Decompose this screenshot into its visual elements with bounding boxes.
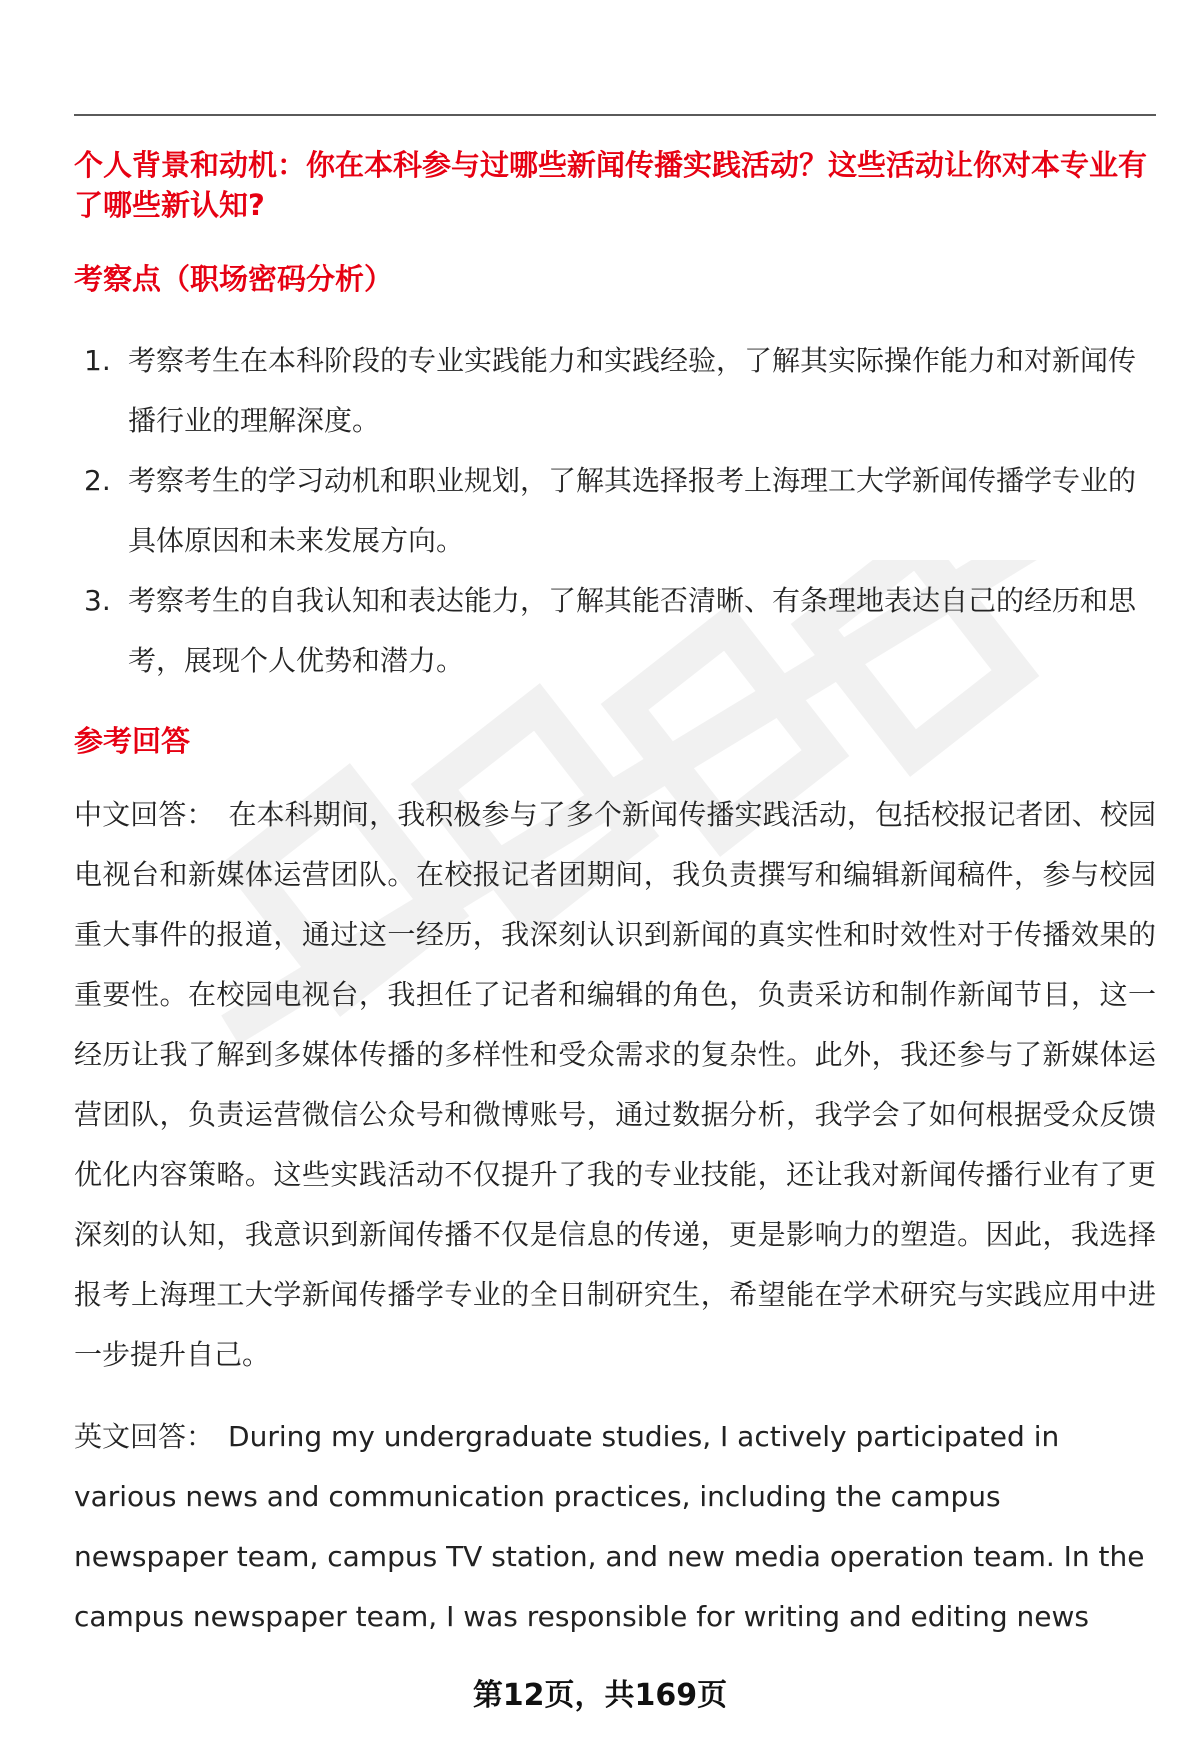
reference-answer-heading: 参考回答	[74, 724, 191, 758]
exam-points-list	[74, 331, 1156, 691]
chinese-answer-text: 在本科期间，我积极参与了多个新闻传播实践活动，包括校报记者团、校园电视台和新媒体运营团队。在校报记者团期间，我负责撰写和编辑新闻稿件，参与校园重大事件的报道，通过这一经历，我深刻认识到新闻的真实性和时效性对于传播效果的重要性。在校园电视台，我担任了记者和编辑的角色，负责采访和制作新闻节目，这一经历让我了解到多媒体传播的多样性和受众需求的复杂性。此外，我还参与了新媒体运营团队，负责运营微信公众号和微博账号，通过数据分析，我学会了如何根据受众反馈优化内容策略。这些实践活动不仅提升了我的专业技能，还让我对新闻传播行业有了更深刻的认知，我意识到新闻传播不仅是信息的传递，更是影响力的塑造。因此，我选择报考上海理工大学新闻传播学专业的全日制研究生，希望能在学术研究与实践应用中进一步提升自己。	[74, 798, 1156, 1371]
main-content	[74, 145, 1156, 1647]
list-item-number: 3.	[84, 584, 111, 617]
question-title: 个人背景和动机：你在本科参与过哪些新闻传播实践活动？这些活动让你对本专业有了哪些新认知?	[74, 148, 1148, 222]
page-number-footer: 第12页，共169页	[472, 1678, 728, 1713]
list-item	[74, 571, 1156, 691]
list-item	[74, 331, 1156, 451]
chinese-answer-paragraph	[74, 785, 1156, 1385]
english-answer-paragraph	[74, 1407, 1156, 1647]
list-item	[74, 451, 1156, 571]
header-rule	[74, 114, 1156, 116]
list-item-number: 2.	[84, 464, 111, 497]
list-item-text: 考察考生的学习动机和职业规划，了解其选择报考上海理工大学新闻传播学专业的具体原因和未来发展方向。	[128, 464, 1137, 557]
list-item-number: 1.	[84, 344, 111, 377]
english-answer-label: 英文回答：	[74, 1420, 215, 1453]
chinese-answer-label: 中文回答：	[74, 798, 215, 831]
exam-points-heading: 考察点（职场密码分析）	[74, 262, 394, 296]
list-item-text: 考察考生在本科阶段的专业实践能力和实践经验，了解其实际操作能力和对新闻传播行业的理解深度。	[128, 344, 1137, 437]
english-answer-text: During my undergraduate studies, I actively participated in various news and communication practices, including the campus newspaper team, campus TV station, and new media operation team. In the campus newspaper team, I was responsible for writing and editing news	[74, 1420, 1145, 1633]
list-item-text: 考察考生的自我认知和表达能力，了解其能否清晰、有条理地表达自己的经历和思考，展现个人优势和潜力。	[128, 584, 1137, 677]
